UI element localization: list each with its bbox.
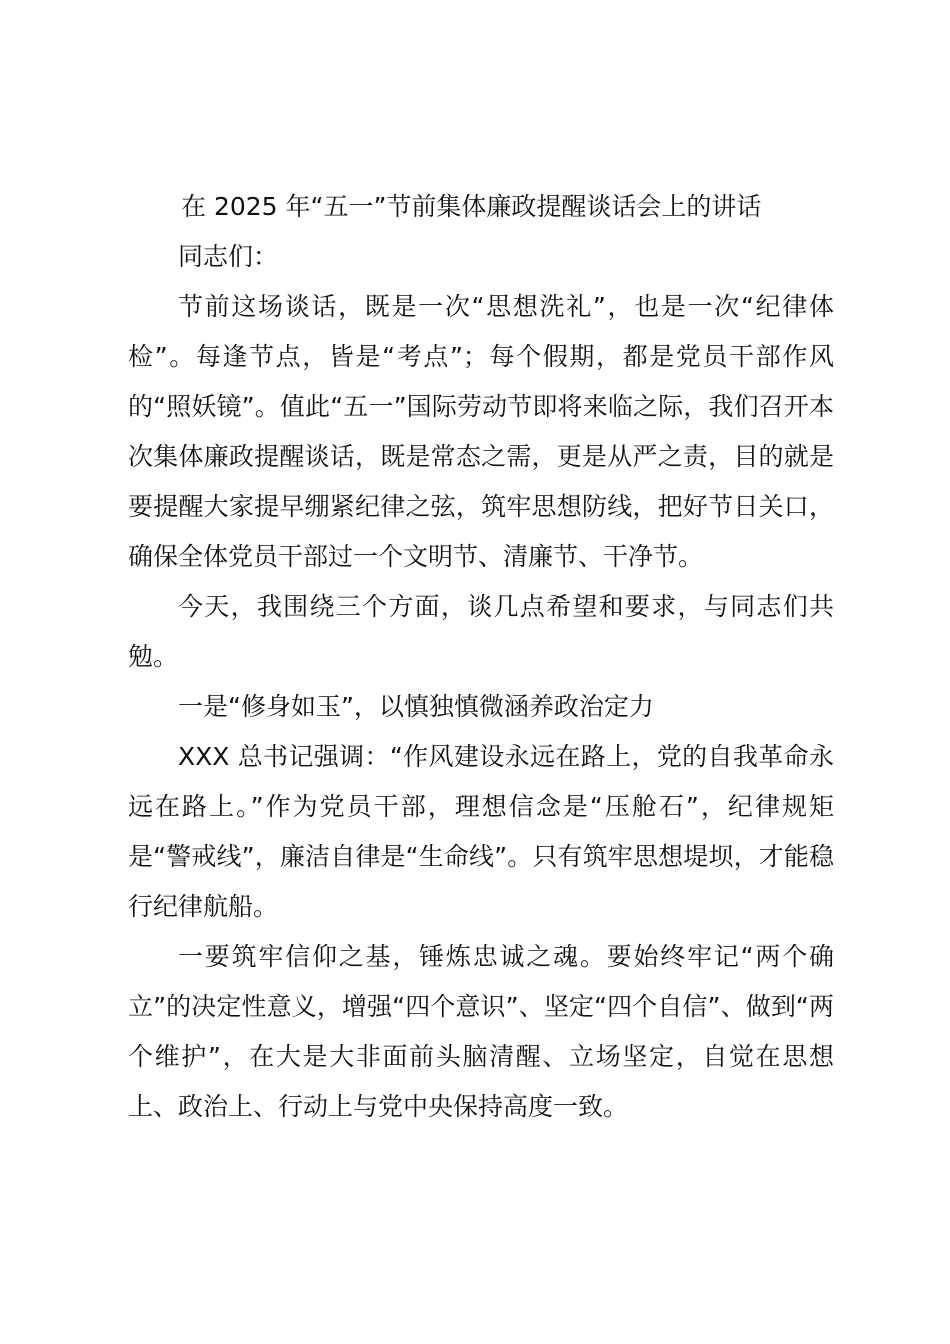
- section-paragraph: 一要筑牢信仰之基，锤炼忠诚之魂。要始终牢记“两个确立”的决定性意义，增强“四个意识”、坚定“四个自信”、做到“两个维护”，在大是大非面前头脑清醒、立场坚定，自觉在思想上、政治上、行动上与党中央保持高度一致。: [128, 942, 834, 1121]
- document-body: [128, 182, 834, 1132]
- salutation: 同志们：: [178, 242, 279, 271]
- document-title: 在 2025 年“五一”节前集体廉政提醒谈话会上的讲话: [181, 192, 762, 221]
- paragraph-outline: 今天，我围绕三个方面，谈几点希望和要求，与同志们共勉。: [128, 592, 834, 671]
- paragraph-intro: 节前这场谈话，既是一次“思想洗礼”，也是一次“纪律体检”。每逢节点，皆是“考点”；每个假期，都是党员干部作风的“照妖镜”。值此“五一”国际劳动节即将来临之际，我们召开本次集体廉政提醒谈话，既是常态之需，更是从严之责，目的就是要提醒大家提早绷紧纪律之弦，筑牢思想防线，把好节日关口，确保全体党员干部过一个文明节、清廉节、干净节。: [128, 292, 834, 571]
- section-heading: 一是“修身如玉”，以慎独慎微涵养政治定力: [178, 692, 654, 721]
- section-paragraph: XXX 总书记强调：“作风建设永远在路上，党的自我革命永远在路上。”作为党员干部，理想信念是“压舱石”，纪律规矩是“警戒线”，廉洁自律是“生命线”。只有筑牢思想堤坝，才能稳行纪律航船。: [128, 742, 834, 921]
